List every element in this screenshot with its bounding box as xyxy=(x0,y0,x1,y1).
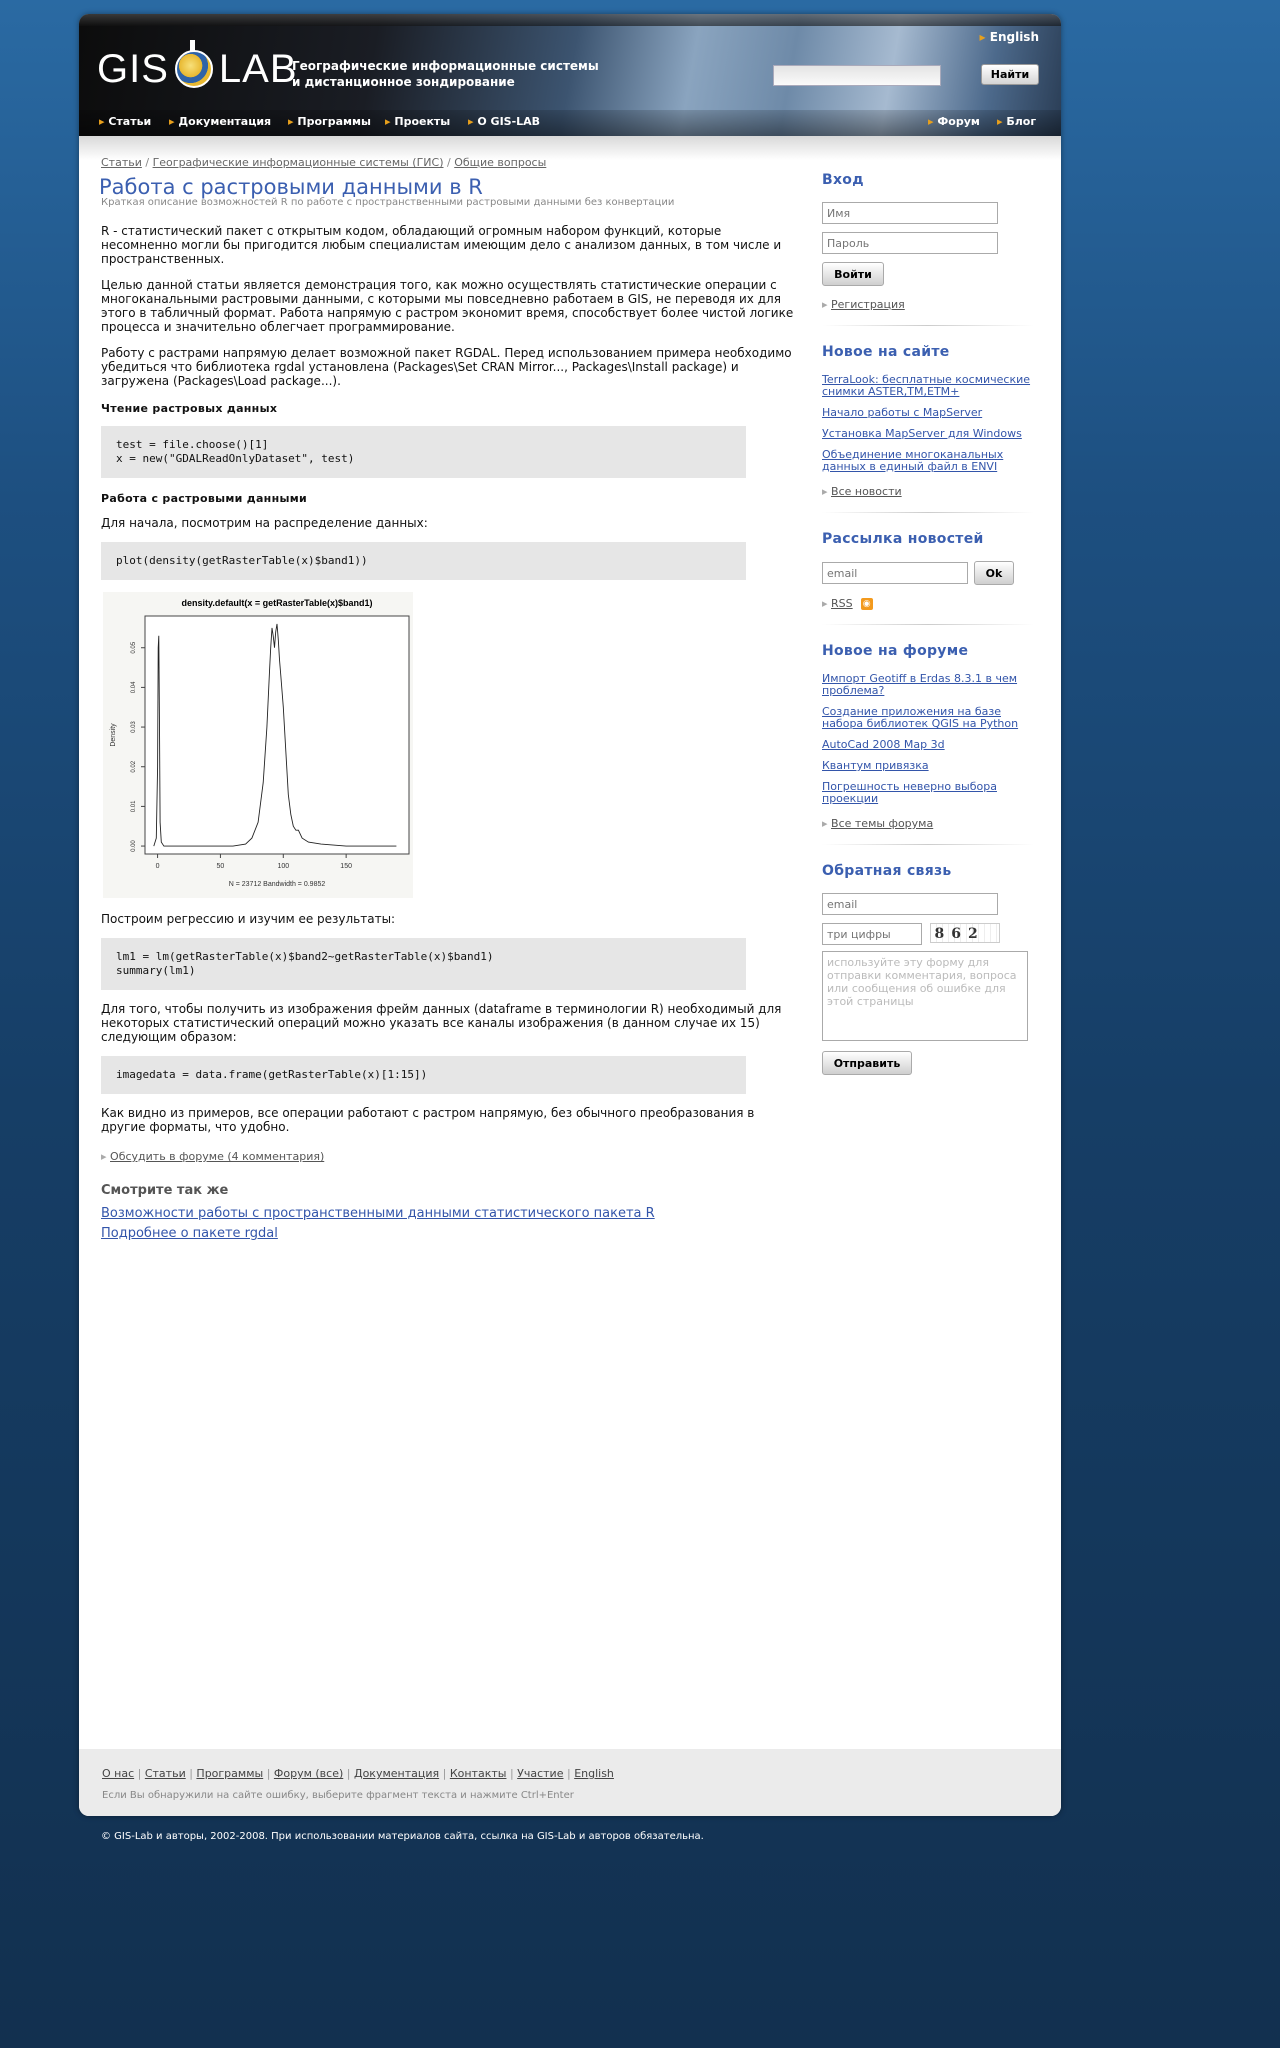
newsletter-email-input[interactable] xyxy=(822,562,968,584)
density-plot-svg xyxy=(103,592,413,898)
site-tagline xyxy=(292,58,599,90)
forum-topic-link[interactable]: Импорт Geotiff в Erdas 8.3.1 в чем проблема? xyxy=(822,672,1018,697)
rss-link[interactable]: RSS xyxy=(831,597,853,610)
all-forum-link[interactable]: Все темы форума xyxy=(831,817,934,830)
y-tick-label: 0.02 xyxy=(131,760,137,773)
footer-link[interactable]: Документация xyxy=(353,1767,440,1780)
breadcrumb-item[interactable]: Статьи xyxy=(101,156,142,169)
x-tick-label: 100 xyxy=(277,863,290,870)
captcha-row xyxy=(822,923,1034,945)
footer-link[interactable]: Контакты xyxy=(449,1767,507,1780)
paragraph: Целью данной статьи является демонстрация того, как можно осуществлять статистические операции с многоканальными растровыми данными, с которыми мы повседневно работаем в GIS, не переводя их для этого в табличный формат. Работа напрямую с растром экономит время, способствует более чистой логике процесса и значительно облегчает программирование. xyxy=(101,278,794,334)
feedback-textarea[interactable]: используйте эту форму для отправки комментария, вопроса или сообщения об ошибке для этой страницы xyxy=(822,951,1028,1041)
english-link[interactable]: ▸ English xyxy=(980,30,1039,44)
register-row xyxy=(822,298,1034,311)
footer-link[interactable]: Статьи xyxy=(144,1767,186,1780)
newsletter-ok-button[interactable]: Ok xyxy=(974,561,1014,585)
y-tick-label: 0.00 xyxy=(131,840,137,852)
discuss-link[interactable]: Обсудить в форуме (4 комментария) xyxy=(110,1150,325,1163)
divider xyxy=(822,512,1034,513)
globe-logo-icon xyxy=(175,50,213,88)
divider xyxy=(822,624,1034,625)
register-link[interactable]: Регистрация xyxy=(831,298,905,311)
feedback-submit-button[interactable]: Отправить xyxy=(822,1051,912,1075)
paragraph: Для начала, посмотрим на распределение данных: xyxy=(101,516,428,530)
y-tick-label: 0.01 xyxy=(131,800,137,813)
nav-item-docs[interactable]: ▸ Документация xyxy=(169,115,271,128)
paragraph: R - статистический пакет с открытым кодом, обладающий огромным набором функций, которые несомненно могли бы пригодится любым специалистам имеющим дело с анализом данных, в том числе и пространственных. xyxy=(101,224,782,266)
discuss-in-forum xyxy=(101,1150,801,1164)
captcha-input[interactable] xyxy=(822,923,922,945)
site-footer xyxy=(79,1749,1061,1816)
news-link[interactable]: TerraLook: бесплатные космические снимки ASTER,TM,ETM+ xyxy=(822,373,1031,398)
footer-links: О нас | Статьи | Программы | Форум (все) | Документация | Контакты | Участие | English xyxy=(102,1767,614,1780)
page-subtitle: Краткая описание возможностей R по работе с пространственными растровыми данными без конвертации xyxy=(101,197,675,208)
newsletter-form xyxy=(822,561,1034,585)
rss-row xyxy=(822,597,1034,610)
breadcrumb-item[interactable]: Географические информационные системы (ГИС) xyxy=(152,156,444,169)
captcha-image: 862 xyxy=(930,923,1000,943)
newsletter-title: Рассылка новостей xyxy=(822,531,984,547)
paragraph: Как видно из примеров, все операции работают с растром напрямую, без обычного преобразования в другие форматы, что удобно. xyxy=(101,1106,755,1134)
main-nav xyxy=(79,110,1061,136)
paragraph: Для того, чтобы получить из изображения фрейм данных (dataframe в терминологии R) необходимый для некоторых статистический операций можно указать все каналы изображения (в данном случае их 15) следующим образом: xyxy=(101,1002,782,1044)
search-button[interactable]: Найти xyxy=(981,64,1039,85)
footer-link[interactable]: Программы xyxy=(196,1767,264,1780)
tagline-line-1: Географические информационные системы xyxy=(292,59,599,73)
page-container xyxy=(79,14,1061,1816)
tagline-line-2: и дистанционное зондирование xyxy=(292,75,515,89)
x-tick-label: 50 xyxy=(216,863,225,870)
all-news-row xyxy=(822,485,1034,498)
code-block: lm1 = lm(getRasterTable(x)$band2~getRasterTable(x)$band1) summary(lm1) xyxy=(101,938,746,990)
all-news-link[interactable]: Все новости xyxy=(831,485,902,498)
logo-text-right: LAB xyxy=(218,46,298,91)
nav-item-forum[interactable]: ▸ Форум xyxy=(928,115,980,128)
login-title: Вход xyxy=(822,172,864,188)
feedback-email-input[interactable] xyxy=(822,893,998,915)
breadcrumb: Статьи / Географические информационные системы (ГИС) / Общие вопросы xyxy=(101,156,547,169)
news-link[interactable]: Начало работы с MapServer xyxy=(822,406,983,419)
login-button[interactable]: Войти xyxy=(822,262,884,286)
x-tick-label: 150 xyxy=(340,863,352,870)
page-title: Работа с растровыми данными в R xyxy=(99,175,483,199)
forum-topic-link[interactable]: Создание приложения на базе набора библиотек QGIS на Python xyxy=(822,705,1019,730)
see-also-title: Смотрите так же xyxy=(101,1183,229,1198)
forum-topic-link[interactable]: Квантум привязка xyxy=(822,759,929,772)
see-also-link[interactable]: Подробнее о пакете rgdal xyxy=(101,1226,278,1241)
forum-topic-link[interactable]: Погрешность неверно выбора проекции xyxy=(822,780,997,805)
breadcrumb-item[interactable]: Общие вопросы xyxy=(454,156,547,169)
rss-icon[interactable]: ◉ xyxy=(861,598,873,610)
footer-note: Если Вы обнаружили на сайте ошибку, выберите фрагмент текста и нажмите Ctrl+Enter xyxy=(102,1790,574,1801)
density-plot xyxy=(103,592,413,898)
nav-item-articles[interactable]: ▸ Статьи xyxy=(99,115,151,128)
sidebar xyxy=(822,172,1034,1075)
code-block: imagedata = data.frame(getRasterTable(x)[1:15]) xyxy=(101,1056,746,1094)
section-heading-reading: Чтение растровых данных xyxy=(101,402,278,415)
forum-topic-link[interactable]: AutoCad 2008 Map 3d xyxy=(822,738,945,751)
footer-link[interactable]: Форум (все) xyxy=(273,1767,344,1780)
y-tick-label: 0.05 xyxy=(131,641,137,654)
search-input[interactable] xyxy=(773,65,941,86)
site-news-title: Новое на сайте xyxy=(822,344,950,360)
divider xyxy=(822,325,1034,326)
news-link[interactable]: Объединение многоканальных данных в единый файл в ENVI xyxy=(822,448,1004,473)
y-tick-label: 0.04 xyxy=(131,681,137,694)
chart-title: density.default(x = getRasterTable(x)$band1) xyxy=(181,598,373,608)
all-forum-row xyxy=(822,817,1034,830)
footer-link[interactable]: О нас xyxy=(102,1767,135,1780)
footer-link[interactable]: Участие xyxy=(517,1767,564,1780)
news-link[interactable]: Установка MapServer для Windows xyxy=(822,427,1022,440)
nav-item-blog[interactable]: ▸ Блог xyxy=(997,115,1036,128)
see-also-link[interactable]: Возможности работы с пространственными данными статистического пакета R xyxy=(101,1206,655,1221)
login-password-input[interactable] xyxy=(822,232,998,254)
plot-frame xyxy=(145,616,409,854)
divider xyxy=(822,844,1034,845)
x-axis-label: N = 23712 Bandwidth = 0.9852 xyxy=(228,881,326,888)
section-heading-working: Работа с растровыми данными xyxy=(101,492,308,505)
paragraph: Построим регрессию и изучим ее результаты: xyxy=(101,912,396,926)
logo-text-left: GIS xyxy=(97,46,169,91)
paragraph: Работу с растрами напрямую делает возможной пакет RGDAL. Перед использованием примера необходимо убедиться что библиотека rgdal установлена (Packages\Set CRAN Mirror..., Packages\Install package) и загружена (Packages\Load package...). xyxy=(101,346,792,388)
site-logo[interactable] xyxy=(97,44,298,94)
nav-item-software[interactable]: ▸ Программы xyxy=(288,115,371,128)
feedback-title: Обратная связь xyxy=(822,863,952,879)
footer-link[interactable]: English xyxy=(574,1767,614,1780)
y-axis-label: Density xyxy=(110,723,117,747)
y-tick-label: 0.03 xyxy=(131,721,137,733)
nav-item-about[interactable]: ▸ O GIS-LAB xyxy=(468,115,540,128)
login-name-input[interactable] xyxy=(822,202,998,224)
x-tick-label: 0 xyxy=(155,863,160,870)
code-block: plot(density(getRasterTable(x)$band1)) xyxy=(101,542,746,580)
nav-item-projects[interactable]: ▸ Проекты xyxy=(385,115,450,128)
site-header xyxy=(79,14,1061,136)
copyright: © GIS-Lab и авторы, 2002-2008. При использовании материалов сайта, ссылка на GIS-Lab и авторов обязательна. xyxy=(101,1831,704,1842)
forum-news-title: Новое на форуме xyxy=(822,643,969,659)
main-content xyxy=(101,156,801,1244)
code-block: test = file.choose()[1] x = new("GDALReadOnlyDataset", test) xyxy=(101,426,746,478)
